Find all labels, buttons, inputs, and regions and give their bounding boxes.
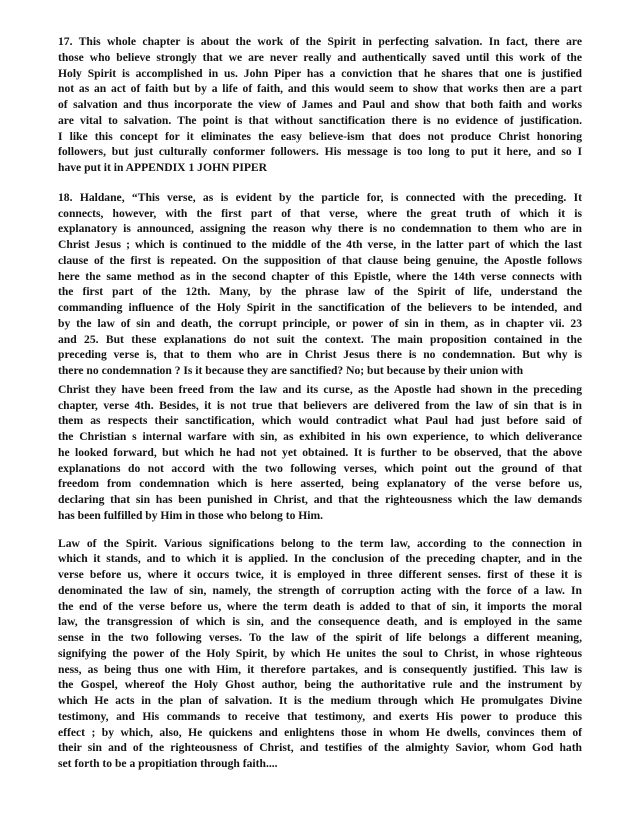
text-line: are vital to salvation. The point is that without sanctification there is no evidence of justification.: [58, 113, 582, 127]
document-page: [58, 34, 582, 772]
text-line: connects, however, with the first part of that verse, where the great truth of which it is: [58, 206, 582, 220]
paragraph-note-18: [58, 190, 582, 379]
text-line: the Gospel, whereof the Holy Ghost author, being the authoritative rule and the instrument by: [58, 678, 582, 692]
text-line: the Christian s internal warfare with sin, as exhibited in his own experience, to which deliverance: [58, 430, 582, 443]
text-line: signifying the power of the Holy Spirit, by which He unites the soul to Christ, in whose righteous: [58, 646, 582, 660]
text-line: explanations do not accord with the two following verses, which point out the ground of that: [58, 461, 582, 475]
text-line: preceding verse is, that to them who are in Christ Jesus there is no condemnation. But why is: [58, 348, 582, 362]
paragraph-note-18-continued: [58, 382, 582, 524]
text-line: those who believe strongly that we are never really and authentically saved until this work of the: [58, 50, 582, 64]
text-line: I like this concept for it eliminates the easy believe-ism that does not produce Christ honoring: [58, 129, 582, 143]
text-line: verse before us, where it occurs twice, it is employed in three different senses. first of these it is: [58, 568, 582, 581]
text-line: explanatory is announced, assigning the reason why there is no condemnation to them who are in: [58, 222, 582, 236]
text-line: chapter, verse 4th. Besides, it is not true that believers are delivered from the law of sin that is in: [58, 398, 582, 412]
text-line: he looked forward, but which he had not yet obtained. It is further to be observed, that the above: [58, 445, 582, 459]
text-line: testimony, and His commands to receive that testimony, and exerts His power to produce this: [58, 709, 582, 723]
text-line: freedom from condemnation which is here asserted, being explanatory of the verse before us,: [58, 477, 582, 491]
text-line: effect ; by which, also, He quickens and enlightens those in whom He dwells, convinces them of: [58, 725, 582, 739]
text-line: denominated the law of sin, namely, the strength of corruption acting with the force of a law. In: [58, 583, 582, 597]
text-line: have put it in APPENDIX 1 JOHN PIPER: [58, 161, 268, 174]
text-line: law, the transgression of which is sin, and the consequence death, and is employed in the same: [58, 615, 582, 629]
text-line: Holy Spirit is accomplished in us. John Piper has a conviction that he shares that one is justified: [58, 66, 582, 80]
text-line: their sin and of the righteousness of Christ, and testifies of the almighty Savior, whom God hath: [58, 741, 582, 755]
text-line: here the same method as in the second chapter of this Epistle, where the 14th verse connects with: [58, 269, 582, 283]
text-line: 18. Haldane, “This verse, as is evident by the particle for, is connected with the preceding. It: [58, 190, 582, 204]
text-line: them as respects their sanctification, which would contradict what Paul had just before said of: [58, 414, 582, 428]
text-line: ness, as being thus one with Him, it therefore partakes, and is consequently justified. This law is: [58, 662, 582, 676]
text-line: sense in the two following verses. To the law of the spirit of life belongs a different meaning,: [58, 631, 582, 644]
text-line: of salvation and thus incorporate the view of James and Paul and show that both faith and works: [58, 98, 582, 111]
text-line: has been fulfilled by Him in those who belong to Him.: [58, 508, 324, 522]
text-line: the first part of the 12th. Many, by the phrase law of the Spirit of life, understand the: [58, 285, 582, 299]
text-line: set forth to be a propitiation through faith....: [58, 757, 278, 770]
text-line: by the law of sin and death, the corrupt principle, or power of sin in them, as in chapter vii. 23: [58, 316, 582, 330]
text-line: Christ they have been freed from the law and its curse, as the Apostle had shown in the preceding: [58, 382, 582, 396]
text-line: and 25. But these explanations do not suit the context. The main proposition contained in the: [58, 332, 582, 346]
text-line: there no condemnation ? Is it because they are sanctified? No; but because by their union with: [58, 364, 524, 377]
text-line: followers, but just culturally conformer followers. His message is too long to put it here, and so I: [58, 145, 582, 159]
text-line: which He acts in the plan of salvation. It is the medium through which He promulgates Divine: [58, 694, 582, 707]
text-line: declaring that sin has been punished in Christ, and that the righteousness which the law demands: [58, 493, 582, 506]
text-line: Christ Jesus ; which is continued to the middle of the 4th verse, in the latter part of which the last: [58, 238, 582, 251]
text-line: 17. This whole chapter is about the work of the Spirit in perfecting salvation. In fact, there are: [58, 35, 582, 48]
text-line: commanding influence of the Holy Spirit in the sanctification of the believers to be intended, and: [58, 301, 582, 314]
text-line: which it stands, and to which it is applied. In the conclusion of the preceding chapter, and in the: [58, 552, 582, 566]
text-line: not as an act of faith but by a life of faith, and this would seem to show that works then are a part: [58, 82, 582, 96]
text-line: Law of the Spirit. Various significations belong to the term law, according to the connection in: [58, 536, 582, 550]
text-line: clause of the first is repeated. On the supposition of that clause being genuine, the Apostle follows: [58, 253, 582, 267]
text-line: the end of the verse before us, where the term death is added to that of sin, it imports the moral: [58, 599, 582, 613]
paragraph-note-17: [58, 34, 582, 176]
paragraph-law-of-the-spirit: [58, 536, 582, 772]
